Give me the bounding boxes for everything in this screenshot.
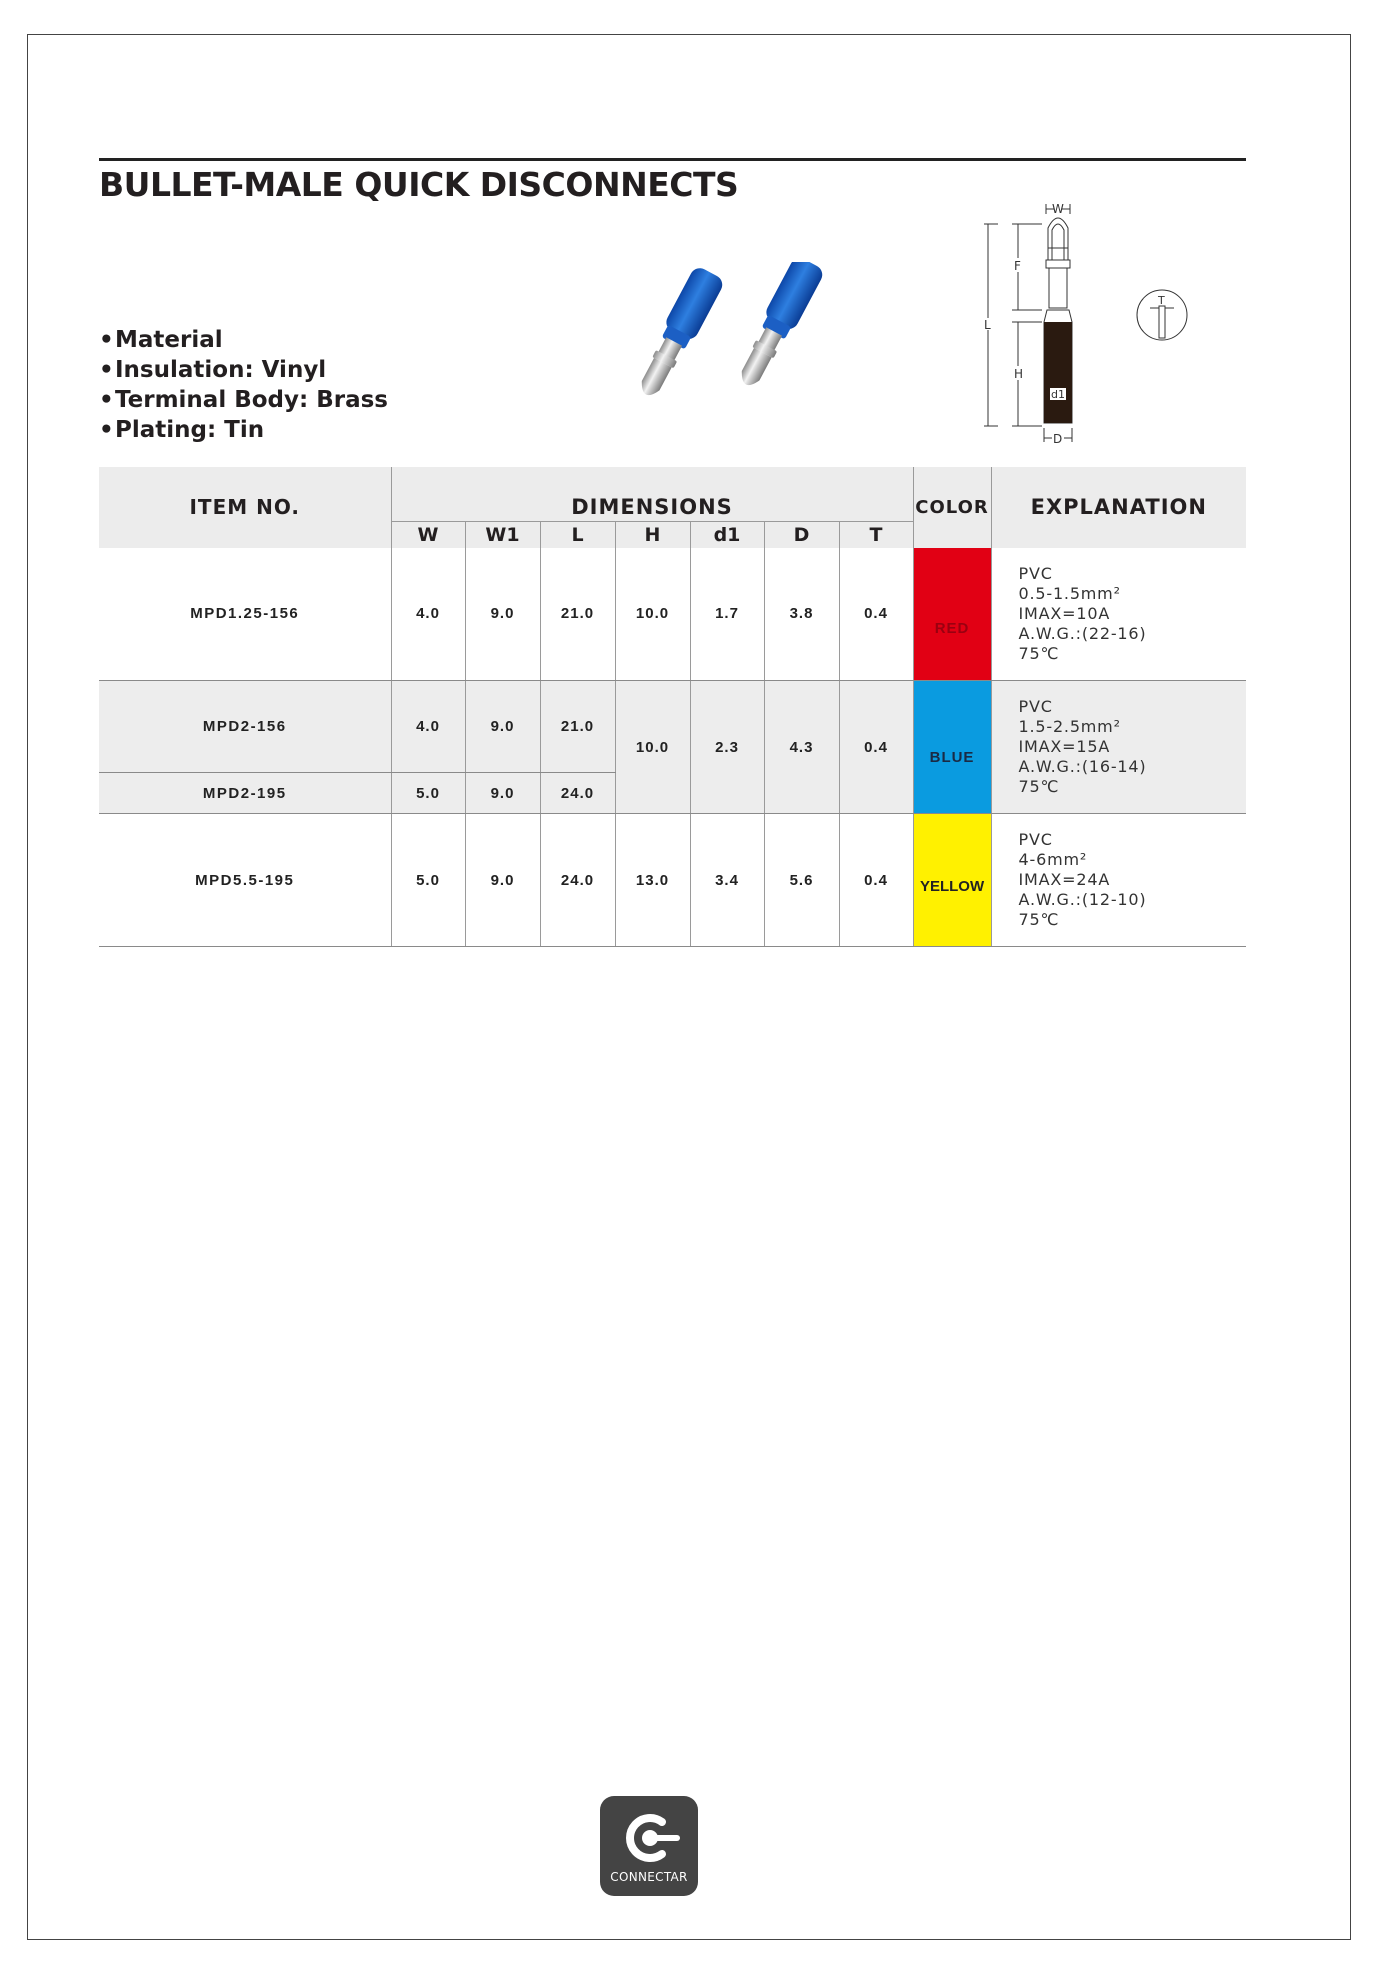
spec-table (99, 467, 1246, 947)
explanation-line: A.W.G.:(22-16) (1018, 623, 1147, 643)
color-swatch-yellow (913, 814, 991, 947)
table-row (99, 681, 1246, 773)
cell-l: 21.0 (540, 548, 615, 681)
header-color: COLOR (913, 467, 991, 548)
header-dim-h: H (615, 521, 690, 548)
drawing-label-h: H (1014, 367, 1024, 381)
explanation-line: 0.5-1.5mm² (1018, 583, 1121, 603)
cell-h: 13.0 (615, 814, 690, 947)
cell-item-no: MPD5.5-195 (99, 814, 391, 947)
explanation-line: 4-6mm² (1018, 850, 1088, 869)
feature-item: •Plating: Tin (99, 417, 265, 443)
feature-text: Material (115, 327, 223, 353)
header-dim-d: D (764, 521, 839, 548)
connector-left (631, 265, 726, 403)
cell-d: 5.6 (764, 814, 839, 947)
header-dimensions: DIMENSIONS (391, 467, 913, 521)
drawing-label-d: D (1053, 432, 1063, 446)
cell-t: 0.4 (839, 548, 913, 681)
drawing-label-d1: d1 (1051, 388, 1065, 401)
header-dim-t: T (839, 521, 913, 548)
cell-d: 3.8 (764, 548, 839, 681)
explanation-line: IMAX=10A (1018, 603, 1111, 623)
drawing-label-w: W (1052, 202, 1064, 216)
explanation-line: IMAX=15A (1018, 737, 1111, 756)
cell-explanation (991, 814, 1246, 947)
cell-item-no: MPD1.25-156 (99, 548, 391, 681)
color-swatch-red (913, 548, 991, 681)
cell-item-no: MPD2-156 (99, 681, 391, 773)
header-dim-w: W (391, 521, 465, 548)
explanation-line: 75℃ (1018, 910, 1060, 929)
connector-right (731, 262, 826, 392)
logo-text: CONNECTAR (610, 1870, 688, 1884)
cell-d1: 3.4 (690, 814, 764, 947)
explanation-line: PVC (1018, 697, 1053, 716)
header-dim-w1: W1 (465, 521, 540, 548)
cell-w: 5.0 (391, 773, 465, 814)
table-row (99, 548, 1246, 681)
explanation-line: A.W.G.:(16-14) (1018, 757, 1147, 776)
cell-explanation (991, 548, 1246, 681)
feature-item: •Terminal Body: Brass (99, 387, 388, 413)
cell-w1: 9.0 (465, 814, 540, 947)
cell-w: 4.0 (391, 548, 465, 681)
color-label: RED (934, 620, 970, 638)
feature-item: •Material (99, 327, 223, 353)
header-item-no: ITEM NO. (99, 467, 391, 548)
cell-t: 0.4 (839, 681, 913, 814)
cell-w1: 9.0 (465, 548, 540, 681)
feature-text: Terminal Body: Brass (115, 387, 388, 413)
technical-drawing (970, 198, 1210, 453)
drawing-label-l: L (984, 318, 991, 332)
connectar-logo-icon (614, 1810, 684, 1866)
table-row (99, 814, 1246, 947)
cell-l: 24.0 (540, 814, 615, 947)
cell-l: 24.0 (540, 773, 615, 814)
cell-d: 4.3 (764, 681, 839, 814)
explanation-line: 75℃ (1018, 643, 1060, 663)
cell-d1: 2.3 (690, 681, 764, 814)
product-photo (605, 262, 835, 432)
drawing-label-t: T (1158, 294, 1165, 307)
feature-text: Insulation: Vinyl (115, 357, 327, 383)
cell-explanation (991, 681, 1246, 814)
explanation-line: 75℃ (1018, 777, 1060, 796)
cell-w1: 9.0 (465, 681, 540, 773)
drawing-label-f: F (1014, 259, 1021, 273)
explanation-line: PVC (1018, 563, 1053, 583)
header-explanation: EXPLANATION (991, 467, 1246, 548)
cell-d1: 1.7 (690, 548, 764, 681)
explanation-line: IMAX=24A (1018, 870, 1111, 889)
color-swatch-blue (913, 681, 991, 814)
cell-w1: 9.0 (465, 773, 540, 814)
brand-logo (600, 1796, 698, 1896)
header-dim-l: L (540, 521, 615, 548)
cell-t: 0.4 (839, 814, 913, 947)
color-label: YELLOW (919, 877, 985, 895)
header-dim-d1: d1 (690, 521, 764, 548)
explanation-line: PVC (1018, 830, 1053, 849)
cell-w: 4.0 (391, 681, 465, 773)
cell-l: 21.0 (540, 681, 615, 773)
color-label: BLUE (929, 748, 975, 766)
cell-item-no: MPD2-195 (99, 773, 391, 814)
page-title: BULLET-MALE QUICK DISCONNECTS (99, 165, 739, 204)
feature-text: Plating: Tin (115, 417, 265, 443)
title-rule (99, 158, 1246, 161)
cell-w: 5.0 (391, 814, 465, 947)
feature-item: •Insulation: Vinyl (99, 357, 327, 383)
cell-h: 10.0 (615, 548, 690, 681)
explanation-line: 1.5-2.5mm² (1018, 717, 1121, 736)
feature-list (99, 325, 388, 445)
explanation-line: A.W.G.:(12-10) (1018, 890, 1147, 909)
cell-h: 10.0 (615, 681, 690, 814)
